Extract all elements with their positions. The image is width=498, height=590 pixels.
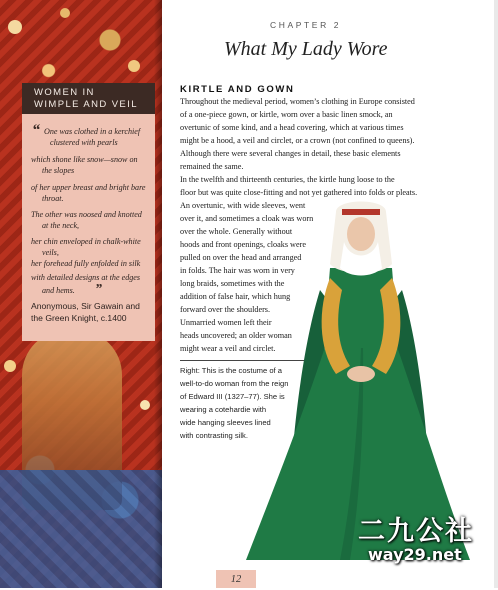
tapestry-flower	[140, 400, 150, 410]
caption-line: of Edward III (1327–77). She is	[180, 392, 285, 401]
sidebar-heading-line2: WIMPLE AND VEIL	[34, 98, 138, 110]
body-text-line: Unmarried women left their	[180, 318, 272, 327]
page-edge	[494, 0, 498, 588]
caption-line: well-to-do woman from the reign	[180, 379, 289, 388]
body-text-line: Throughout the medieval period, women’s clothing in Europe consisted	[180, 97, 415, 106]
quote-attribution-line2: the Green Knight, c.1400	[31, 313, 127, 323]
body-text-line: over the whole. Generally without	[180, 227, 293, 236]
quote-line: and hems.	[42, 286, 75, 295]
body-text-line: addition of false hair, which hung	[180, 292, 291, 301]
quote-line: her forehead fully enfolded in silk	[31, 259, 141, 268]
body-text-line: in folds. The hair was worn in very	[180, 266, 295, 275]
sidebar-quote-box	[22, 114, 155, 341]
chapter-label: CHAPTER 2	[270, 20, 342, 30]
quote-line: veils,	[42, 248, 59, 257]
quote-line: The other was noosed and knotted	[31, 210, 142, 219]
sidebar-heading-box	[22, 83, 155, 114]
body-text-line: In the twelfth and thirteenth centuries, the kirtle hung loose to the	[180, 175, 395, 184]
body-text-line: hoods and front openings, cloaks were	[180, 240, 306, 249]
page-gutter-shadow	[154, 0, 162, 588]
hands	[347, 366, 375, 382]
body-text-line: over it, and sometimes a cloak was worn	[180, 214, 314, 223]
quote-line: the slopes	[42, 166, 75, 175]
chapter-title: What My Lady Wore	[224, 38, 388, 60]
quote-line: of her upper breast and bright bare	[31, 183, 146, 192]
quote-line: at the neck,	[42, 221, 80, 230]
quote-open-mark: “	[32, 122, 40, 139]
body-text-line: Although there were several changes in detail, these basic elements	[180, 149, 401, 158]
quote-line: throat.	[42, 194, 64, 203]
body-text-line: forward over the shoulders.	[180, 305, 271, 314]
tapestry-blue-section	[0, 470, 162, 588]
caption-line: wide hanging sleeves lined	[180, 418, 271, 427]
body-text-line: heads uncovered; an older woman	[180, 331, 292, 340]
body-text-line: overtunic of some kind, and a head covering, which at various times	[180, 123, 404, 132]
quote-line: which shone like snow—snow on	[31, 155, 138, 164]
caption-line: with contrasting silk.	[180, 431, 248, 440]
face	[347, 217, 375, 251]
page-number: 12	[216, 570, 256, 588]
quote-line: One was clothed in a kerchief	[44, 127, 141, 136]
watermark-chinese: 二九公社	[358, 516, 474, 547]
sidebar-heading	[34, 87, 154, 110]
body-text-line: might wear a veil and circlet.	[180, 344, 276, 353]
sidebar-heading-line1: WOMEN IN	[34, 87, 95, 98]
body-text-line: floor but was quite close-fitting and not yet gathered into folds or pleats.	[180, 188, 418, 197]
circlet	[342, 209, 380, 215]
caption-line: Right: This is the costume of a	[180, 366, 283, 375]
section-title: KIRTLE AND GOWN	[180, 84, 295, 95]
tapestry-flower	[4, 360, 16, 372]
body-text-line: might be a hood, a veil and circlet, or a crown (not confined to queens).	[180, 136, 415, 145]
watermark-url: way29.net	[368, 545, 462, 564]
tapestry-flower	[60, 8, 70, 18]
tapestry-flower	[128, 60, 140, 72]
quote-line: her chin enveloped in chalk-white	[31, 237, 141, 246]
quote-attribution-line1: Anonymous, Sir Gawain and	[31, 301, 140, 311]
quote-close-mark: ”	[95, 282, 102, 297]
body-text-line: long braids, sometimes with the	[180, 279, 285, 288]
caption-line: wearing a cotehardie with	[180, 405, 267, 414]
body-text-line: An overtunic, with wide sleeves, went	[180, 201, 306, 210]
quote-line: with detailed designs at the edges	[31, 273, 141, 282]
tapestry-flower	[8, 20, 22, 34]
body-text-line: of a one-piece gown, or kirtle, worn over a basic linen smock, an	[180, 110, 393, 119]
body-text-line: remained the same.	[180, 162, 244, 171]
quote-line: clustered with pearls	[50, 138, 118, 147]
body-text-line: pulled on over the head and arranged	[180, 253, 302, 262]
